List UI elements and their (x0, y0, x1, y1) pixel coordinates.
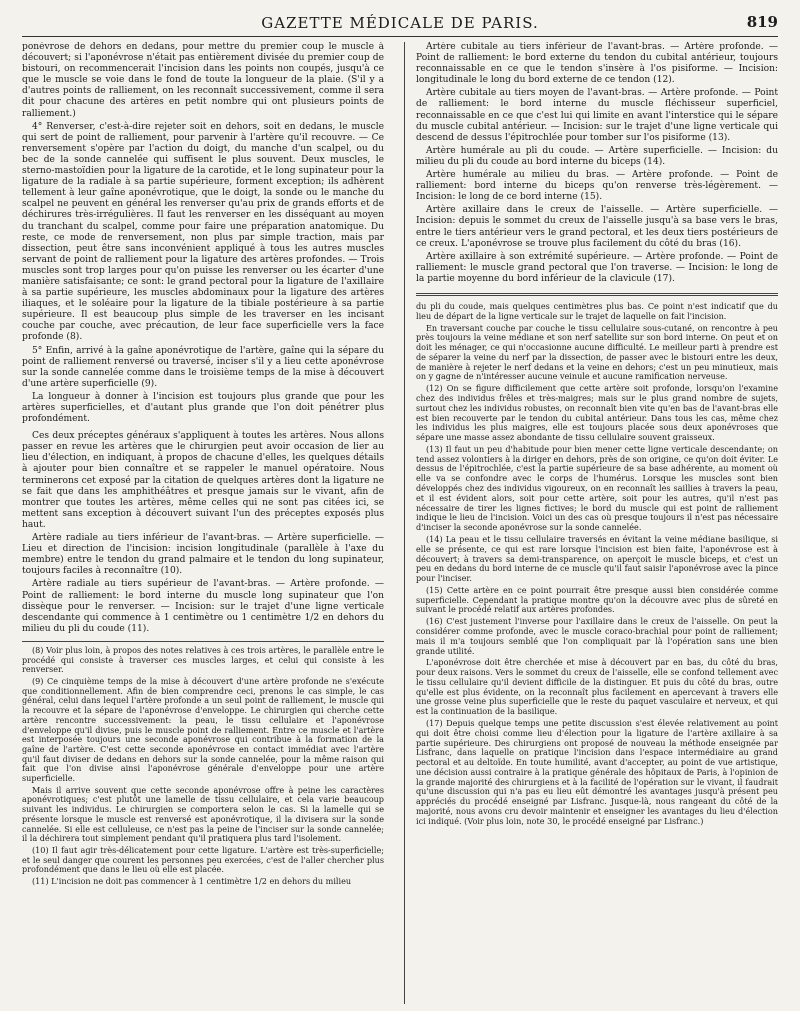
footnote: (12) On se figure difficilement que cette artère soit profonde, lorsqu'on l'examine chez des individus frêles et très-maigres; mais sur le plus grand nombre de sujets, surtout chez les individus robustes, on reconnaît bien vite qu'en bas de l'avant-bras elle est bien recouverte par le tendon du cubital antérieur. Dans tous les cas, même chez les individus les plus maigres, elle est toujours placée sous deux aponévroses que sépare une masse assez abondante de tissu cellulaire souvent graisseux. (416, 383, 778, 443)
journal-title: GAZETTE MÉDICALE DE PARIS. (261, 14, 539, 32)
footnote: Mais il arrive souvent que cette seconde aponévrose offre à peine les caractères aponévrotiques; c'est plutôt une lamelle de tissu cellulaire, et cela varie beaucoup suivant les individus. Le chirurgien se comportera selon le cas. Si la lamelle qui se présente lorsque le muscle est renversé est aponévrotique, il la divisera sur la sonde cannelée. Si elle est celluleuse, ce n'est pas la peine de l'inciser sur la sonde cannelée; il la déchirera tout simplement pendant qu'il pratiquera plus tard l'isolement. (22, 784, 384, 844)
paragraph: 4° Renverser, c'est-à-dire rejeter soit en dehors, soit en dedans, le muscle qui sert de point de ralliement, pour parvenir à l'artère qu'il recouvre. — Ce renversement s'opère par l'action du doigt, du manche d'un scalpel, ou du bec de la sonde cannelée qui suffisent le plus souvent. Deux muscles, le sterno-mastoïdien pour la ligature de la carotide, et le long supinateur pour la ligature de la radiale à sa partie supérieure, forment exception; ils adhèrent tellement à leur gaîne aponévrotique, que le doigt, la sonde ou le manche du scalpel ne peuvent en général les renverser qu'au prix de grands efforts et de déchirures très-irrégulières. Il faut les renverser en les disséquant au moyen du tranchant du scalpel, comme pour faire une préparation anatomique. Du reste, ce mode de renversement, non plus par simple traction, mais par dissection, peut être sans inconvénient appliqué à tous les autres muscles servant de point de ralliement pour la ligature des artères profondes. — Trois muscles sont trop larges pour qu'on puisse les renverser ou les écarter d'une manière satisfaisante; ce sont: le grand pectoral pour la ligature de l'axillaire à sa partie supérieure, les muscles abdominaux pour la ligature des artères iliaques, et le soléaire pour la ligature de la tibiale postérieure à sa partie supérieure. Il est beaucoup plus simple de les traverser en les incisant couche par couche, avec précaution, de leur face superficielle vers la face profonde (8). (22, 121, 384, 343)
footnotes (416, 302, 778, 827)
footnote: En traversant couche par couche le tissu cellulaire sous-cutané, on rencontre à peu près toujours la veine médiane et son nerf satellite sur son bord interne. On peut et on doit les ménager, ce qui n'occasionne aucune difficulté. Le meilleur parti à prendre est de séparer la veine du nerf par la dissection, de passer avec le bistouri entre les deux, de manière à rejeter le nerf dedans et la veine en dehors; c'est un peu minutieux, mais on y gagne de n'intéresser aucune veinule et aucune ramification nerveuse. (416, 322, 778, 382)
page-number: 819 (746, 13, 778, 31)
artery-entry: Artère cubitale au tiers moyen de l'avant-bras. — Artère profonde. — Point de ralliement: le bord interne du muscle fléchisseur superficiel, reconnaissable en ce que c'est lui qui limite en avant l'interstice qui le sépare du muscle cubital antérieur. — Incision: sur le trajet d'une ligne verticale qui descend de dessus l'épitrochlée pour tomber sur l'os pisiforme (13). (416, 88, 778, 143)
paragraph: Artère radiale au tiers inférieur de l'avant-bras. — Artère superficielle. — Lieu et direction de l'incision: incision longitudinale (parallèle à l'axe du membre) entre le tendon du grand palmaire et le tendon du long supinateur, toujours faciles à reconnaître (10). (22, 533, 384, 577)
left-column (22, 42, 384, 889)
footnote: (16) C'est justement l'inverse pour l'axillaire dans le creux de l'aisselle. On peut la considérer comme profonde, avec le muscle coraco-brachial pour point de ralliement; mais il m'a toujours semblé que l'on compliquait par là l'opération sans une bien grande utilité. (416, 616, 778, 656)
footnote: du pli du coude, mais quelques centimètres plus bas. Ce point n'est indicatif que du lieu de départ de la ligne verticale sur le trajet de laquelle on fait l'incision. (416, 300, 778, 321)
paragraph: 5° Enfin, arrivé à la gaîne aponévrotique de l'artère, gaîne qui la sépare du point de ralliement renversé ou traversé, inciser s'il y a lieu cette aponévrose sur la sonde cannelée comme dans le troisième temps de la mise à découvert d'une artère superficielle (9). (22, 345, 384, 389)
footnote: (8) Voir plus loin, à propos des notes relatives à ces trois artères, le parallèle entre le procédé qui consiste à traverser ces muscles larges, et celui qui consiste à les renverser. (22, 644, 384, 675)
artery-entry: Artère humérale au pli du coude. — Artère superficielle. — Incision: du milieu du pli du coude au bord interne du biceps (14). (416, 145, 778, 167)
paragraph: Artère radiale au tiers supérieur de l'avant-bras. — Artère profonde. — Point de ralliement: le bord interne du muscle long supinateur que l'on dissèque pour le renverser. — Incision: sur le trajet d'une ligne verticale descendante qui commence à 1 centimètre ou 1 centimètre 1/2 en dehors du milieu du pli du coude (11). (22, 579, 384, 634)
footnote: (14) La peau et le tissu cellulaire traversés en évitant la veine médiane basilique, si elle se présente, ce qui est rare lorsque l'incision est bien faite, l'aponévrose est à découvert; à travers sa demi-transparence, on aperçoit le muscle biceps, et c'est un peu en dedans du bord interne de ce muscle qu'il faut saisir l'aponévrose avec la pince pour l'inciser. (416, 533, 778, 584)
artery-entry: Artère axillaire dans le creux de l'aisselle. — Artère superficielle. — Incision: depuis le sommet du creux de l'aisselle jusqu'à sa base vers le bras, entre le tiers antérieur vers le grand pectoral, et les deux tiers postérieurs de ce creux. L'aponévrose se trouve plus facilement du côté du bras (16). (416, 205, 778, 249)
artery-entry: Artère cubitale au tiers inférieur de l'avant-bras. — Artère profonde. — Point de ralliement: le bord externe du tendon du cubital antérieur, toujours reconnaissable en ce que le tendon s'insère à l'os pisiforme. — Incision: longitudinale le long du bord externe de ce tendon (12). (416, 42, 778, 86)
paragraph: Ces deux préceptes généraux s'appliquent à toutes les artères. Nous allons passer en revue les artères que le chirurgien peut avoir occasion de lier au lieu d'élection, en indiquant, à propos de chacune d'elles, les quelques détails à ajouter pour bien connaître et se rappeler le manuel opératoire. Nous terminerons cet exposé par la citation de quelques artères dont la ligature ne se fait que dans les amphithéâtres et presque jamais sur le vivant, afin de montrer que toutes les artères, même celles qui ne sont pas citées ici, se mettent sans exception à découvert suivant l'un des préceptes exposés plus haut. (22, 431, 384, 530)
footnote: L'aponévrose doit être cherchée et mise à découvert par en bas, du côté du bras, pour deux raisons. Vers le sommet du creux de l'aisselle, elle se confond tellement avec le tissu cellulaire qu'il devient difficile de la distinguer. Et puis du côté du bras, outre qu'elle est plus évidente, on la reconnaît plus facilement en apercevant à travers elle une grosse veine plus superficielle que le reste du paquet vasculaire et nerveux, et qui est la continuation de la basilique. (416, 657, 778, 717)
right-column (416, 42, 778, 829)
footnote: (15) Cette artère en ce point pourrait être presque aussi bien considérée comme superficielle. Cependant la pratique montre qu'on la découvre avec plus de sûreté en suivant le procédé relatif aux artères profondes. (416, 584, 778, 615)
column-rule (404, 42, 405, 1004)
artery-entry: Artère humérale au milieu du bras. — Artère profonde. — Point de ralliement: bord interne du biceps qu'on renverse très-légèrement. — Incision: le long de ce bord interne (15). (416, 170, 778, 203)
artery-list (416, 42, 778, 285)
footnote: (17) Depuis quelque temps une petite discussion s'est élevée relativement au point qui doit être choisi comme lieu d'élection pour la ligature de l'artère axillaire à sa partie supérieure. Des chirurgiens ont proposé de nouveau la méthode enseignée par Lisfranc, dans laquelle on pratique l'incision dans l'espace intermédiaire au grand pectoral et au deltoïde. En toute humilité, avant d'accepter, au point de vue artistique, une décision aussi contraire à la pratique générale des hôpitaux de Paris, à l'opinion de la grande majorité des chirurgiens et à la facilité de l'opération sur le vivant, il faudrait qu'une discussion qui n'a pas eu lieu eût démontré les avantages jusqu'à présent peu appréciés du procédé enseigné par Lisfranc. Jusque-là, nous rangeant du côté de la majorité, nous avons cru devoir maintenir et enseigner les avantages du lieu d'élection ici indiqué. (Voir plus loin, note 30, le procédé enseigné par Lisfranc.) (416, 718, 778, 826)
footnote: (11) L'incision ne doit pas commencer à 1 centimètre 1/2 en dehors du milieu (32, 876, 352, 887)
footnote: (9) Ce cinquième temps de la mise à découvert d'une artère profonde ne s'exécute que conditionnellement. Afin de bien comprendre ceci, prenons le cas simple, le cas général, celui dans lequel l'artère profonde a un seul point de ralliement, le muscle qui la recouvre et la sépare de l'aponévrose d'enveloppe. Le chirurgien qui cherche cette artère rencontre successivement: la peau, le tissu cellulaire et l'aponévrose d'enveloppe qu'il divise, puis le muscle point de ralliement. Entre ce muscle et l'artère est interposée toujours une seconde aponévrose qui contribue à la formation de la gaîne de l'artère. C'est cette seconde aponévrose en contact immédiat avec l'artère qu'il faut diviser de dedans en dehors sur la sonde cannelée, pour la même raison qui fait que l'on divise ainsi l'aponévrose générale d'enveloppe pour une artère superficielle. (22, 675, 384, 784)
paragraph: La longueur à donner à l'incision est toujours plus grande que pour les artères superficielles, et d'autant plus grande que l'on doit pénétrer plus profondément. (22, 391, 384, 425)
paragraph: ponévrose de dehors en dedans, pour mettre du premier coup le muscle à découvert; si l'aponévrose n'était pas entièrement divisée du premier coup de bistouri, on recommencerait l'incision dans les points non coupés, jusqu'à ce que le muscle se voie dans le fond de toute la longueur de la plaie. (S'il y a d'autres points de ralliement, on les reconnaît successivement, comme il sera dit pour chacune des artères en petit nombre qui ont plusieurs points de ralliement.) (22, 42, 384, 119)
footnote: (10) Il faut agir très-délicatement pour cette ligature. L'artère est très-superficielle; et le seul danger que courent les personnes peu exercées, c'est de l'aller chercher plus profondément que dans le lieu où elle est placée. (22, 844, 384, 875)
footnotes (22, 641, 384, 887)
artery-entry: Artère axillaire à son extrémité supérieure. — Artère profonde. — Point de ralliement: le muscle grand pectoral que l'on traverse. — Incision: le long de la partie moyenne du bord inférieur de la clavicule (17). (416, 251, 778, 284)
footnote: (13) Il faut un peu d'habitude pour bien mener cette ligne verticale descendante; on tend assez volontiers à la diriger en dehors, près de son origine, ce qu'on doit éviter. Le dessus de l'épitrochlée, c'est la partie supérieure de sa base adhérente, au moment où elle va se confondre avec le corps de l'humérus. Lorsque les muscles sont bien développés chez des individus vigoureux, on en reconnaît les saillies à travers la peau, et il est évident alors, soit pour cette artère, soit pour les autres, qu'il n'est pas nécessaire de tirer les lignes fictives; le bord du muscle qui est point de ralliement indique le lieu de l'incision. Voici un des cas où presque toujours il n'est pas nécessaire d'inciser la seconde aponévrose sur la sonde cannelée. (416, 443, 778, 533)
page-header (22, 10, 778, 37)
section-divider (416, 293, 778, 296)
